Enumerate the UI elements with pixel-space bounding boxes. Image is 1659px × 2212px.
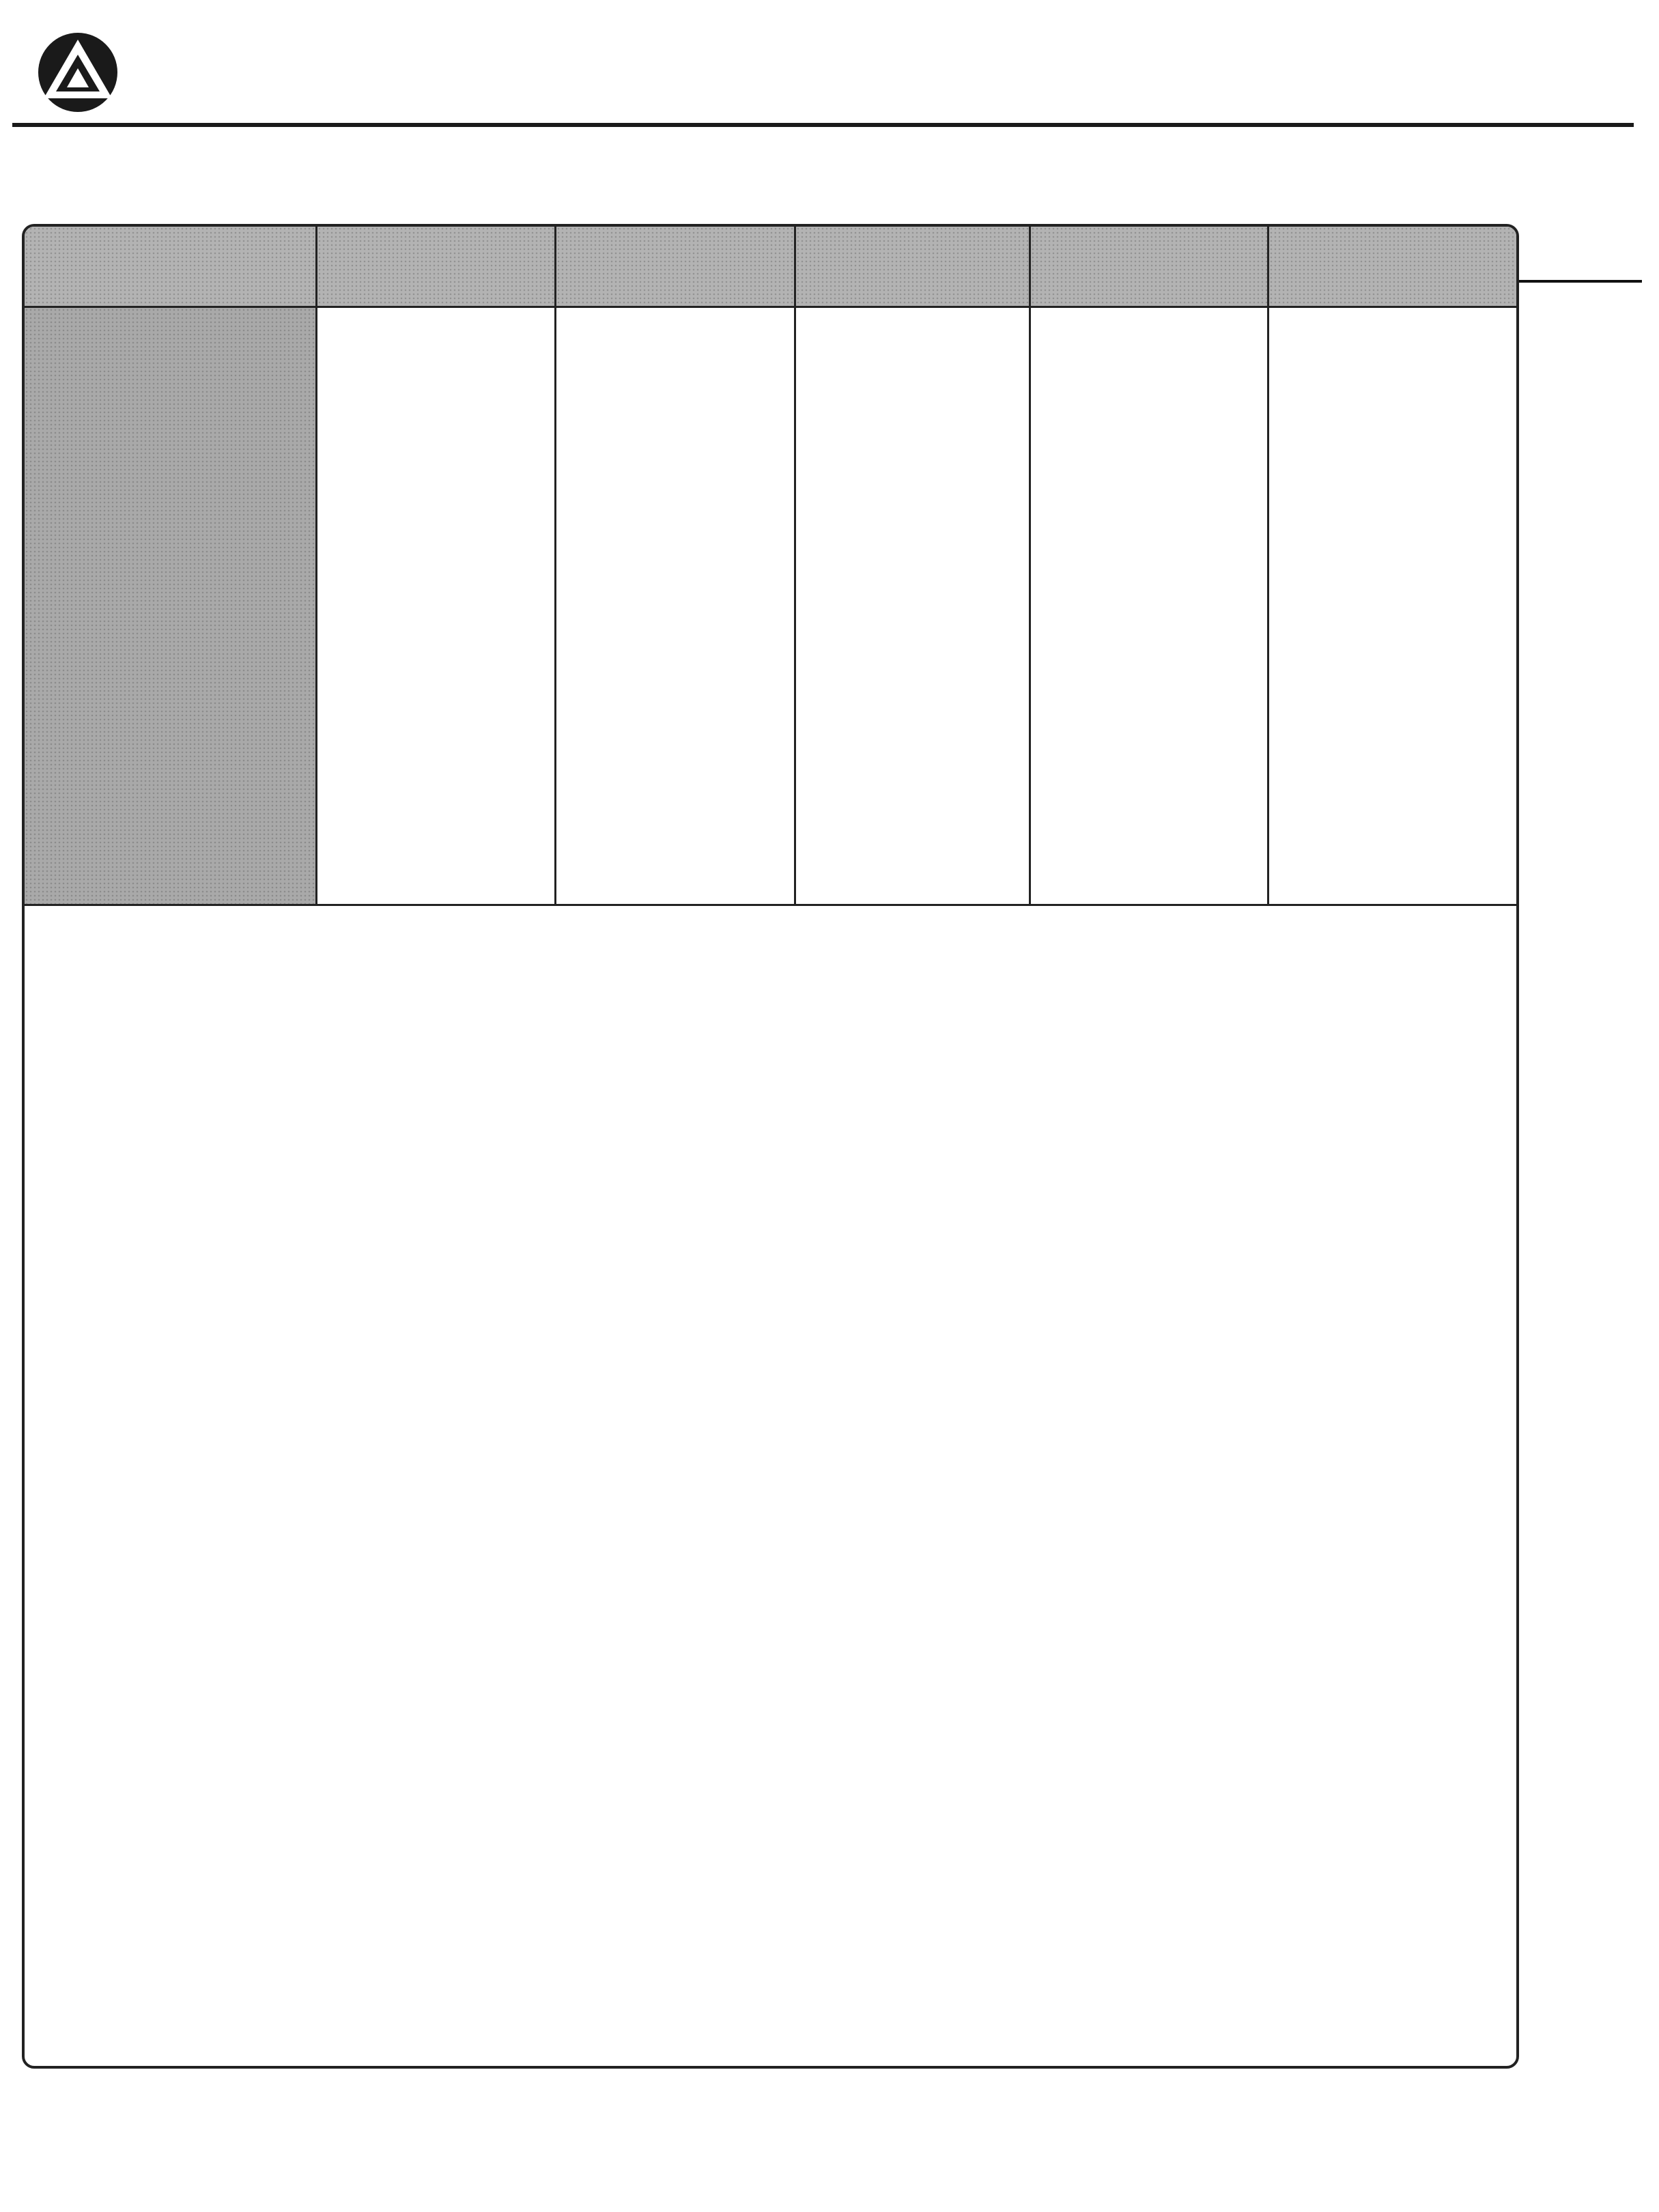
dimension-drawing	[315, 308, 556, 904]
triangle-logo-icon	[33, 30, 128, 113]
dimension-drawing	[794, 308, 1031, 904]
part-header	[315, 227, 554, 306]
dimensions-label-cell	[25, 308, 315, 904]
spec-table	[22, 224, 1519, 2069]
chapter-rule	[1512, 280, 1642, 283]
part-header	[1029, 227, 1267, 306]
dimension-drawing	[1029, 308, 1269, 904]
part-number-row	[25, 227, 1516, 308]
part-header	[1267, 227, 1516, 306]
aleph-logo	[33, 30, 415, 113]
dimension-drawing	[1267, 308, 1518, 904]
part-header	[794, 227, 1029, 306]
part-header	[554, 227, 794, 306]
part-no-label	[25, 227, 315, 306]
dimension-drawing	[554, 308, 796, 904]
header-rule	[12, 123, 1634, 127]
dimensions-row	[25, 308, 1516, 906]
